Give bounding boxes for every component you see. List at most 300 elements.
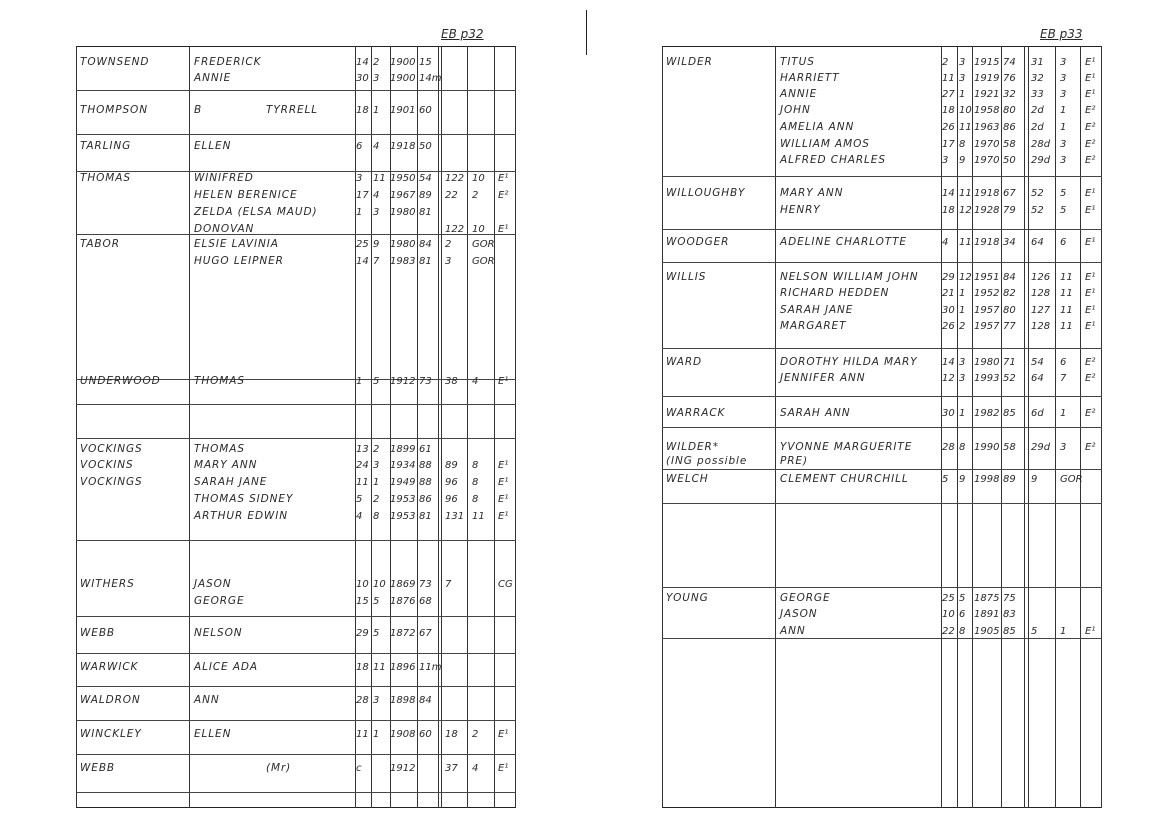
row-number-cell: 8 bbox=[472, 494, 479, 505]
surname-cell: WARD bbox=[666, 356, 703, 368]
forename-cell: SARAH JANE bbox=[780, 304, 854, 316]
day-cell: 25 bbox=[942, 593, 955, 604]
month-cell: 5 bbox=[373, 376, 380, 387]
age-cell: 88 bbox=[419, 460, 432, 471]
grave-number-cell: 38 bbox=[445, 376, 458, 387]
day-cell: 25 bbox=[356, 239, 369, 250]
year-cell: 1912 bbox=[390, 763, 416, 774]
age-cell: 82 bbox=[1003, 288, 1016, 299]
forename-cell: MARGARET bbox=[780, 320, 847, 332]
year-cell: 1908 bbox=[390, 729, 416, 740]
age-cell: 85 bbox=[1003, 626, 1016, 637]
grave-number-cell: 64 bbox=[1031, 237, 1044, 248]
grave-number-cell: 127 bbox=[1031, 305, 1051, 316]
section-cell: E¹ bbox=[498, 511, 509, 522]
month-cell: 4 bbox=[373, 141, 380, 152]
surname-cell: TARLING bbox=[80, 140, 132, 152]
row-number-cell: 3 bbox=[1060, 442, 1067, 453]
section-cell: E² bbox=[1085, 122, 1096, 133]
column-rule bbox=[371, 46, 372, 808]
row-rule bbox=[76, 404, 516, 405]
year-cell: 1967 bbox=[390, 190, 416, 201]
month-cell: 5 bbox=[373, 596, 380, 607]
ledger-page-right bbox=[662, 46, 1102, 808]
row-number-cell: GOR bbox=[1060, 474, 1083, 485]
row-number-cell: 1 bbox=[1060, 626, 1067, 637]
row-number-cell: 2 bbox=[472, 190, 479, 201]
year-cell: 1875 bbox=[974, 593, 1000, 604]
day-cell: 5 bbox=[942, 474, 949, 485]
month-cell: 3 bbox=[373, 460, 380, 471]
year-cell: 1921 bbox=[974, 89, 1000, 100]
day-cell: 11 bbox=[942, 73, 955, 84]
day-cell: 14 bbox=[942, 188, 955, 199]
day-cell: 18 bbox=[942, 105, 955, 116]
forename-cell: ZELDA (ELSA MAUD) bbox=[194, 206, 318, 218]
month-cell: 1 bbox=[959, 305, 966, 316]
age-cell: 11m bbox=[419, 662, 442, 673]
year-cell: 1980 bbox=[974, 357, 1000, 368]
day-cell: 3 bbox=[942, 155, 949, 166]
forename-cell: ANNIE bbox=[780, 88, 818, 100]
forename-cell: AMELIA ANN bbox=[780, 121, 855, 133]
row-number-cell: 5 bbox=[1060, 188, 1067, 199]
forename-extra-cell: (Mr) bbox=[266, 762, 292, 774]
forename-cell: WILLIAM AMOS bbox=[780, 138, 870, 150]
month-cell: 8 bbox=[959, 139, 966, 150]
row-number-cell: 11 bbox=[1060, 272, 1073, 283]
age-cell: 71 bbox=[1003, 357, 1016, 368]
row-number-cell: 6 bbox=[1060, 237, 1067, 248]
forename-cell: WINIFRED bbox=[194, 172, 254, 184]
month-cell: 3 bbox=[959, 57, 966, 68]
forename-cell: THOMAS SIDNEY bbox=[194, 493, 294, 505]
month-cell: 9 bbox=[373, 239, 380, 250]
age-cell: 15 bbox=[419, 57, 432, 68]
section-cell: E² bbox=[1085, 408, 1096, 419]
month-cell: 2 bbox=[373, 57, 380, 68]
grave-number-cell: 52 bbox=[1031, 188, 1044, 199]
grave-number-cell: 28d bbox=[1031, 139, 1051, 150]
forename-cell: GEORGE bbox=[780, 592, 831, 604]
section-cell: E¹ bbox=[1085, 321, 1096, 332]
day-cell: 14 bbox=[356, 256, 369, 267]
section-cell: E² bbox=[1085, 442, 1096, 453]
section-cell: E¹ bbox=[1085, 288, 1096, 299]
row-number-cell: 3 bbox=[1060, 139, 1067, 150]
forename-cell: RICHARD HEDDEN bbox=[780, 287, 890, 299]
age-cell: 76 bbox=[1003, 73, 1016, 84]
forename-cell: ANNIE bbox=[194, 72, 232, 84]
row-number-cell: 4 bbox=[472, 376, 479, 387]
year-cell: 1963 bbox=[974, 122, 1000, 133]
section-cell: E¹ bbox=[1085, 89, 1096, 100]
column-rule bbox=[438, 46, 439, 808]
grave-number-cell: 122 bbox=[445, 224, 465, 235]
forename-cell: HENRY bbox=[780, 204, 821, 216]
forename-cell: HARRIETT bbox=[780, 72, 840, 84]
page-ref-left: EB p32 bbox=[441, 27, 484, 41]
month-cell: 7 bbox=[373, 256, 380, 267]
section-cell: E² bbox=[1085, 373, 1096, 384]
forename-cell: ANN bbox=[194, 694, 220, 706]
page-gutter bbox=[586, 10, 587, 55]
day-cell: 28 bbox=[942, 442, 955, 453]
age-cell: 14m bbox=[419, 73, 442, 84]
grave-number-cell: 6d bbox=[1031, 408, 1044, 419]
year-cell: 1950 bbox=[390, 173, 416, 184]
day-cell: 13 bbox=[356, 444, 369, 455]
forename-cell: ADELINE CHARLOTTE bbox=[780, 236, 907, 248]
year-cell: 1869 bbox=[390, 579, 416, 590]
forename-cell: ALICE ADA bbox=[194, 661, 258, 673]
day-cell: 11 bbox=[356, 477, 369, 488]
row-number-cell: 1 bbox=[1060, 408, 1067, 419]
grave-number-cell: 126 bbox=[1031, 272, 1051, 283]
age-cell: 84 bbox=[419, 239, 432, 250]
age-cell: 85 bbox=[1003, 408, 1016, 419]
column-rule bbox=[417, 46, 418, 808]
age-cell: 79 bbox=[1003, 205, 1016, 216]
row-rule bbox=[76, 720, 516, 721]
section-cell: E¹ bbox=[498, 376, 509, 387]
surname-cell: VOCKINGS bbox=[80, 443, 143, 455]
age-cell: 74 bbox=[1003, 57, 1016, 68]
day-cell: 26 bbox=[942, 321, 955, 332]
grave-number-cell: 96 bbox=[445, 477, 458, 488]
surname-cell: WINCKLEY bbox=[80, 728, 142, 740]
row-rule bbox=[76, 616, 516, 617]
row-number-cell: 3 bbox=[1060, 89, 1067, 100]
day-cell: c bbox=[356, 763, 362, 774]
surname-cell: WARRACK bbox=[666, 407, 726, 419]
forename-cell: FREDERICK bbox=[194, 56, 262, 68]
day-cell: 24 bbox=[356, 460, 369, 471]
row-rule bbox=[76, 540, 516, 541]
forename-cell: JENNIFER ANN bbox=[780, 372, 866, 384]
year-cell: 1982 bbox=[974, 408, 1000, 419]
month-cell: 1 bbox=[959, 89, 966, 100]
day-cell: 18 bbox=[942, 205, 955, 216]
day-cell: 30 bbox=[942, 305, 955, 316]
surname-cell: WILLOUGHBY bbox=[666, 187, 746, 199]
age-cell: 88 bbox=[419, 477, 432, 488]
row-number-cell: 2 bbox=[472, 729, 479, 740]
surname-cell: WEBB bbox=[80, 627, 116, 639]
day-cell: 21 bbox=[942, 288, 955, 299]
row-rule bbox=[662, 587, 1102, 588]
grave-number-cell: 22 bbox=[445, 190, 458, 201]
column-rule bbox=[515, 46, 516, 808]
row-rule bbox=[76, 134, 516, 135]
day-cell: 11 bbox=[356, 729, 369, 740]
grave-number-cell: 29d bbox=[1031, 442, 1051, 453]
row-number-cell: 3 bbox=[1060, 57, 1067, 68]
section-cell: E² bbox=[1085, 105, 1096, 116]
grave-number-cell: 2d bbox=[1031, 105, 1044, 116]
forename-cell: YVONNE MARGUERITE bbox=[780, 441, 913, 453]
section-cell: E¹ bbox=[498, 460, 509, 471]
surname-cell: VOCKINS bbox=[80, 459, 134, 471]
age-cell: 50 bbox=[419, 141, 432, 152]
column-rule bbox=[441, 46, 442, 808]
month-cell: 3 bbox=[959, 373, 966, 384]
forename-cell: B bbox=[194, 104, 203, 116]
section-cell: E¹ bbox=[498, 477, 509, 488]
age-cell: 81 bbox=[419, 207, 432, 218]
year-cell: 1980 bbox=[390, 239, 416, 250]
row-rule bbox=[662, 396, 1102, 397]
day-cell: 17 bbox=[356, 190, 369, 201]
month-cell: 5 bbox=[959, 593, 966, 604]
age-cell: 73 bbox=[419, 376, 432, 387]
day-cell: 29 bbox=[356, 628, 369, 639]
month-cell: 11 bbox=[959, 237, 972, 248]
year-cell: 1901 bbox=[390, 105, 416, 116]
surname-cell: UNDERWOOD bbox=[80, 375, 161, 387]
forename-cell: TITUS bbox=[780, 56, 815, 68]
section-cell: E¹ bbox=[1085, 73, 1096, 84]
year-cell: 1958 bbox=[974, 105, 1000, 116]
ledger-page-left bbox=[76, 46, 516, 808]
surname-cell: THOMAS bbox=[80, 172, 131, 184]
day-cell: 27 bbox=[942, 89, 955, 100]
column-rule bbox=[189, 46, 190, 808]
year-cell: 1912 bbox=[390, 376, 416, 387]
row-number-cell: 11 bbox=[472, 511, 485, 522]
year-cell: 1953 bbox=[390, 511, 416, 522]
section-cell: E¹ bbox=[1085, 305, 1096, 316]
grave-number-cell: 2 bbox=[445, 239, 452, 250]
surname-cell: TABOR bbox=[80, 238, 120, 250]
age-cell: 84 bbox=[1003, 272, 1016, 283]
year-cell: 1951 bbox=[974, 272, 1000, 283]
day-cell: 26 bbox=[942, 122, 955, 133]
section-cell: E¹ bbox=[1085, 272, 1096, 283]
grave-number-cell: 37 bbox=[445, 763, 458, 774]
forename-cell: HELEN BERENICE bbox=[194, 189, 298, 201]
year-cell: 1891 bbox=[974, 609, 1000, 620]
month-cell: 1 bbox=[959, 408, 966, 419]
age-cell: 75 bbox=[1003, 593, 1016, 604]
section-cell: E¹ bbox=[498, 763, 509, 774]
year-cell: 1980 bbox=[390, 207, 416, 218]
surname-cell: (ING possible bbox=[666, 455, 748, 467]
table-bottom-rule bbox=[76, 807, 516, 808]
section-cell: E² bbox=[1085, 139, 1096, 150]
month-cell: 1 bbox=[373, 477, 380, 488]
forename-cell: ANN bbox=[780, 625, 806, 637]
forename-cell: ALFRED CHARLES bbox=[780, 154, 886, 166]
table-bottom-rule bbox=[662, 807, 1102, 808]
row-number-cell: GOR bbox=[472, 256, 495, 267]
year-cell: 1918 bbox=[390, 141, 416, 152]
section-cell: CG bbox=[498, 579, 513, 590]
day-cell: 14 bbox=[942, 357, 955, 368]
row-number-cell: 1 bbox=[1060, 105, 1067, 116]
year-cell: 1872 bbox=[390, 628, 416, 639]
section-cell: E¹ bbox=[498, 224, 509, 235]
section-cell: E¹ bbox=[1085, 188, 1096, 199]
day-cell: 1 bbox=[356, 376, 363, 387]
month-cell: 3 bbox=[373, 207, 380, 218]
month-cell: 3 bbox=[959, 73, 966, 84]
grave-number-cell: 29d bbox=[1031, 155, 1051, 166]
month-cell: 11 bbox=[373, 173, 386, 184]
row-rule bbox=[76, 792, 516, 793]
day-cell: 6 bbox=[356, 141, 363, 152]
day-cell: 18 bbox=[356, 662, 369, 673]
forename-cell: SARAH JANE bbox=[194, 476, 268, 488]
day-cell: 15 bbox=[356, 596, 369, 607]
day-cell: 28 bbox=[356, 695, 369, 706]
month-cell: 3 bbox=[959, 357, 966, 368]
section-cell: E¹ bbox=[1085, 237, 1096, 248]
day-cell: 29 bbox=[942, 272, 955, 283]
month-cell: 2 bbox=[373, 494, 380, 505]
forename-cell: CLEMENT CHURCHILL bbox=[780, 473, 909, 485]
section-cell: E² bbox=[1085, 357, 1096, 368]
row-number-cell: 1 bbox=[1060, 122, 1067, 133]
year-cell: 1900 bbox=[390, 73, 416, 84]
forename-cell: MARY ANN bbox=[780, 187, 844, 199]
year-cell: 1919 bbox=[974, 73, 1000, 84]
row-number-cell: 4 bbox=[472, 763, 479, 774]
age-cell: 32 bbox=[1003, 89, 1016, 100]
year-cell: 1983 bbox=[390, 256, 416, 267]
day-cell: 2 bbox=[942, 57, 949, 68]
month-cell: 10 bbox=[959, 105, 972, 116]
forename-cell: DONOVAN bbox=[194, 223, 255, 235]
month-cell: 9 bbox=[959, 474, 966, 485]
section-cell: E¹ bbox=[1085, 57, 1096, 68]
row-number-cell: GOR bbox=[472, 239, 495, 250]
row-rule bbox=[76, 438, 516, 439]
forename-cell: JOHN bbox=[780, 104, 811, 116]
age-cell: 50 bbox=[1003, 155, 1016, 166]
forename-cell: ELLEN bbox=[194, 728, 232, 740]
grave-number-cell: 2d bbox=[1031, 122, 1044, 133]
page-ref-right: EB p33 bbox=[1040, 27, 1083, 41]
year-cell: 1957 bbox=[974, 321, 1000, 332]
forename-cell: SARAH ANN bbox=[780, 407, 851, 419]
month-cell: 9 bbox=[959, 155, 966, 166]
day-cell: 17 bbox=[942, 139, 955, 150]
year-cell: 1949 bbox=[390, 477, 416, 488]
year-cell: 1896 bbox=[390, 662, 416, 673]
month-cell: 4 bbox=[373, 190, 380, 201]
forename-cell: MARY ANN bbox=[194, 459, 258, 471]
row-rule bbox=[76, 653, 516, 654]
year-cell: 1993 bbox=[974, 373, 1000, 384]
surname-cell: TOWNSEND bbox=[80, 56, 150, 68]
month-cell: 12 bbox=[959, 205, 972, 216]
grave-number-cell: 18 bbox=[445, 729, 458, 740]
year-cell: 1928 bbox=[974, 205, 1000, 216]
age-cell: 67 bbox=[419, 628, 432, 639]
year-cell: 1990 bbox=[974, 442, 1000, 453]
age-cell: 73 bbox=[419, 579, 432, 590]
month-cell: 1 bbox=[959, 288, 966, 299]
grave-number-cell: 9 bbox=[1031, 474, 1038, 485]
month-cell: 6 bbox=[959, 609, 966, 620]
year-cell: 1998 bbox=[974, 474, 1000, 485]
grave-number-cell: 131 bbox=[445, 511, 465, 522]
section-cell: E¹ bbox=[1085, 205, 1096, 216]
year-cell: 1934 bbox=[390, 460, 416, 471]
row-rule bbox=[662, 348, 1102, 349]
age-cell: 58 bbox=[1003, 442, 1016, 453]
day-cell: 10 bbox=[356, 579, 369, 590]
table-top-rule bbox=[76, 46, 516, 47]
day-cell: 5 bbox=[356, 494, 363, 505]
row-rule bbox=[76, 90, 516, 91]
month-cell: 11 bbox=[959, 188, 972, 199]
surname-cell: WALDRON bbox=[80, 694, 141, 706]
grave-number-cell: 64 bbox=[1031, 373, 1044, 384]
forename-cell: PRE) bbox=[780, 455, 808, 467]
forename-cell: THOMAS bbox=[194, 443, 245, 455]
row-number-cell: 6 bbox=[1060, 357, 1067, 368]
age-cell: 89 bbox=[1003, 474, 1016, 485]
grave-number-cell: 52 bbox=[1031, 205, 1044, 216]
row-number-cell: 7 bbox=[1060, 373, 1067, 384]
surname-cell: WILLIS bbox=[666, 271, 707, 283]
age-cell: 77 bbox=[1003, 321, 1016, 332]
forename-cell: DOROTHY HILDA MARY bbox=[780, 356, 918, 368]
surname-cell: WILDER* bbox=[666, 441, 719, 453]
row-number-cell: 5 bbox=[1060, 205, 1067, 216]
forename-cell: ARTHUR EDWIN bbox=[194, 510, 288, 522]
row-rule bbox=[662, 176, 1102, 177]
surname-cell: WITHERS bbox=[80, 578, 135, 590]
age-cell: 81 bbox=[419, 511, 432, 522]
year-cell: 1898 bbox=[390, 695, 416, 706]
grave-number-cell: 128 bbox=[1031, 321, 1051, 332]
month-cell: 1 bbox=[373, 729, 380, 740]
forename-cell: ELLEN bbox=[194, 140, 232, 152]
day-cell: 22 bbox=[942, 626, 955, 637]
row-rule bbox=[76, 686, 516, 687]
section-cell: E¹ bbox=[498, 173, 509, 184]
day-cell: 14 bbox=[356, 57, 369, 68]
age-cell: 83 bbox=[1003, 609, 1016, 620]
row-number-cell: 11 bbox=[1060, 321, 1073, 332]
surname-cell: WILDER bbox=[666, 56, 713, 68]
row-number-cell: 3 bbox=[1060, 155, 1067, 166]
day-cell: 3 bbox=[356, 173, 363, 184]
grave-number-cell: 128 bbox=[1031, 288, 1051, 299]
age-cell: 80 bbox=[1003, 105, 1016, 116]
forename-cell: GEORGE bbox=[194, 595, 245, 607]
forename-cell: JASON bbox=[780, 608, 818, 620]
grave-number-cell: 5 bbox=[1031, 626, 1038, 637]
row-rule bbox=[662, 262, 1102, 263]
section-cell: E¹ bbox=[498, 494, 509, 505]
age-cell: 34 bbox=[1003, 237, 1016, 248]
month-cell: 8 bbox=[959, 442, 966, 453]
row-number-cell: 10 bbox=[472, 173, 485, 184]
row-number-cell: 10 bbox=[472, 224, 485, 235]
month-cell: 10 bbox=[373, 579, 386, 590]
age-cell: 81 bbox=[419, 256, 432, 267]
month-cell: 11 bbox=[959, 122, 972, 133]
grave-number-cell: 33 bbox=[1031, 89, 1044, 100]
month-cell: 5 bbox=[373, 628, 380, 639]
month-cell: 8 bbox=[373, 511, 380, 522]
age-cell: 60 bbox=[419, 105, 432, 116]
month-cell: 2 bbox=[959, 321, 966, 332]
